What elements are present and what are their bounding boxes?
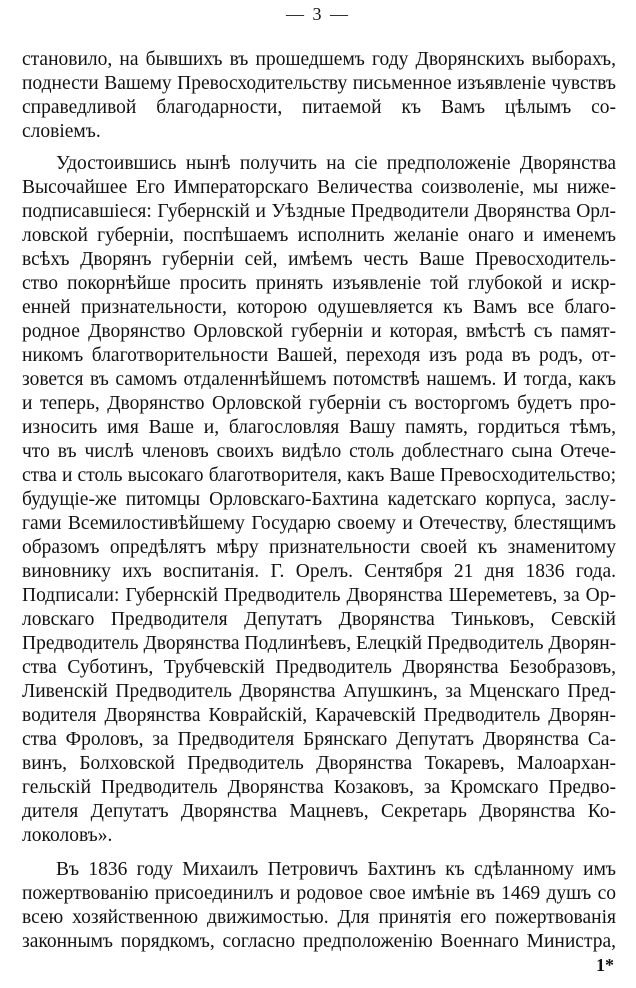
text-line: Предводитель Дворянства Подлинѣевъ, Елецкій Предводитель Дворян- — [22, 633, 616, 654]
paragraph-2 — [22, 152, 616, 848]
text-line: Подписали: Губернскій Предводитель Дворянства Шереметевъ, за Ор- — [22, 585, 616, 606]
text-line: становило, на бывшихъ въ прошедшемъ году Дворянскихъ выборахъ, — [22, 49, 616, 70]
text-line: водителя Дворянства Коврайскій, Карачевскій Предводитель Дворян- — [22, 705, 616, 726]
text-line: будущіе-же питомцы Орловскаго-Бахтина кадетскаго корпуса, заслу- — [22, 489, 616, 510]
text-line: гельскій Предводитель Дворянства Козаковъ, за Кромскаго Предво- — [22, 777, 616, 798]
text-line: виновнику ихъ воспитанія. Г. Орелъ. Сентября 21 дня 1836 года. — [22, 561, 616, 582]
text-line: локоловъ». — [22, 825, 113, 846]
text-line: дителя Депутатъ Дворянства Мацневъ, Секретарь Дворянства Ко- — [22, 801, 616, 822]
text-line: образомъ опредѣлятъ мѣру признательности своей къ знаменитому — [22, 537, 616, 558]
text-line: Ливенскій Предводитель Дворянства Апушкинъ, за Мценскаго Пред- — [22, 681, 616, 702]
text-line: всѣхъ Дворянъ губерніи сей, имѣемъ честь Ваше Превосходитель- — [22, 249, 616, 270]
text-line: ства Фроловъ, за Предводителя Брянскаго Депутатъ Дворянства Са- — [22, 729, 616, 750]
page-number: — 3 — — [286, 4, 350, 24]
text-line: справедливой благодарности, питаемой къ Вамъ цѣлымъ со- — [22, 97, 616, 118]
text-line: винъ, Болховской Предводитель Дворянства Токаревъ, Малоархан- — [22, 753, 616, 774]
text-line: законнымъ порядкомъ, согласно предположенію Военнаго Министра, — [22, 931, 616, 952]
text-line: Высочайшее Его Императорскаго Величества соизволеніе, мы ниже- — [22, 177, 616, 198]
text-line: износить имя Ваше и, благословляя Вашу память, гордиться тѣмъ, — [22, 417, 616, 438]
signature-mark: 1* — [596, 955, 614, 975]
text-line: никомъ благотворительности Вашей, переходя изъ рода въ родъ, от- — [22, 345, 616, 366]
text-line: гами Всемилостивѣйшему Государю своему и Отечеству, блестящимъ — [22, 513, 616, 534]
text-line: ловской губерніи, поспѣшаемъ исполнить желаніе онаго и именемъ — [22, 225, 616, 246]
text-line: ства и столь высокаго благотворителя, какъ Ваше Превосходительство; — [22, 465, 616, 486]
text-line: подписавшіеся: Губернскій и Уѣздные Предводители Дворянства Орл- — [22, 201, 616, 222]
text-line: зовется въ самомъ отдаленнѣйшемъ потомствѣ нашемъ. И тогда, какъ — [22, 369, 616, 390]
text-line: поднести Вашему Превосходительству письменное изъявленіе чувствъ — [22, 73, 616, 94]
text-line: ство покорнѣйше просить принять изъявленіе той глубокой и искр- — [22, 273, 616, 294]
text-line: всею хозяйственною движимостью. Для принятія его пожертвованія — [22, 907, 616, 928]
text-line: пожертвованію присоединилъ и родовое свое имѣніе въ 1469 душъ со — [22, 883, 616, 904]
text-line: родное Дворянство Орловской губерніи и которая, вмѣстѣ съ памят- — [22, 321, 616, 342]
text-line: Въ 1836 году Михаилъ Петровичъ Бахтинъ къ сдѣланному имъ — [56, 859, 616, 880]
paragraph-1 — [22, 48, 616, 144]
text-line: что въ числѣ членовъ своихъ видѣло столь доблестнаго сына Отече- — [22, 441, 616, 462]
text-line: енней признательности, которою одушевляется къ Вамъ все благо- — [22, 297, 616, 318]
text-line: ловскаго Предводителя Депутатъ Дворянства Тиньковъ, Севскій — [22, 609, 616, 630]
paragraph-3 — [22, 858, 616, 954]
text-line: ства Суботинъ, Трубчевскій Предводитель Дворянства Безобразовъ, — [22, 657, 616, 678]
text-line: и теперь, Дворянство Орловской губерніи съ восторгомъ будетъ про- — [22, 393, 616, 414]
text-line: словіемъ. — [22, 121, 101, 142]
text-line: Удостоившись нынѣ получить на сіе предположеніе Дворянства — [56, 153, 616, 174]
